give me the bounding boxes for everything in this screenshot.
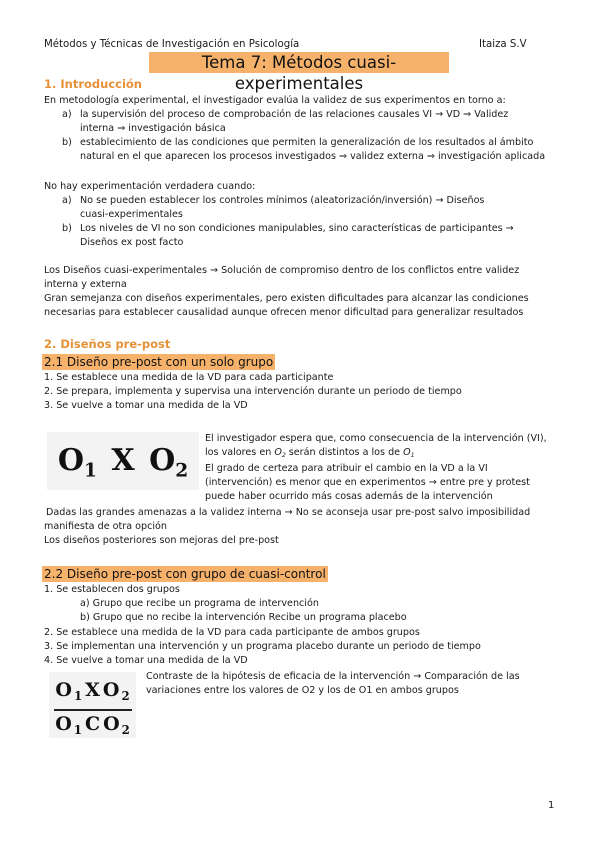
s1-p1-line2: interna y externa [44,279,127,290]
s1-item-b-line1: establecimiento de las condiciones que permiten la generalización de los resultados al ámbito [80,137,534,148]
s1-no-b-line1: Los niveles de VI no son condiciones manipulables, sino características de participantes → [80,223,514,234]
formula-o2: $O_2$ [149,443,189,482]
s1-item-a-marker: a) [62,109,72,120]
section-2-heading: 2. Diseños pre-post [44,337,171,351]
s21-after-line1: Dadas las grandes amenazas a la validez interna → No se aconseja usar pre-post salvo imposibilidad [46,507,531,518]
s21-after-line2: manifiesta de otra opción [44,521,167,532]
formula-o1: $O_1$ [57,443,97,482]
s22-desc-line1: Contraste de la hipótesis de eficacia de la intervención → Comparación de las [146,671,520,682]
formula-pre-post-quasi-control [49,672,136,738]
s22-step-2: 2. Se establece una medida de la VD para cada participante de ambos grupos [44,627,420,638]
s1-no-a-line2: cuasi-experimentales [80,209,183,220]
subsection-2-1-heading: 2.1 Diseño pre-post con un solo grupo [44,355,274,369]
s22-step-1b: b) Grupo que no recibe la intervención Recibe un programa placebo [80,612,407,623]
formula-row-control: O $_1$ C O $_2$ [55,713,130,738]
s21-desc-line1: El investigador espera que, como consecuencia de la intervención (VI), [205,433,547,444]
s1-item-b-marker: b) [62,137,72,148]
s1-intro: En metodología experimental, el investigador evalúa la validez de sus experimentos en torno a: [44,95,506,106]
s21-step-2: 2. Se prepara, implementa y supervisa una intervención durante un periodo de tiempo [44,386,462,397]
s22-step-1: 1. Se establecen dos grupos [44,584,180,595]
s1-p2-line1: Gran semejanza con diseños experimentales, pero existen dificultades para alcanzar las condiciones [44,293,529,304]
s22-step-4: 4. Se vuelve a tomar una medida de la VD [44,655,248,666]
section-1-heading: 1. Introducción [44,77,142,91]
page-title: Tema 7: Métodos cuasi-experimentales [149,52,449,73]
s21-step-1: 1. Se establece una medida de la VD para cada participante [44,372,334,383]
s21-desc-line4: (intervención) es menor que en experimentos → entre pre y protest [205,477,530,488]
s22-step-1a: a) Grupo que recibe un programa de intervención [80,598,319,609]
s21-desc-line3: El grado de certeza para atribuir el cambio en la VD a la VI [205,463,488,474]
subsection-2-2-heading: 2.2 Diseño pre-post con grupo de cuasi-control [44,567,326,581]
s1-no-b-marker: b) [62,223,72,234]
header-course: Métodos y Técnicas de Investigación en Psicología [44,39,300,50]
s22-step-3: 3. Se implementan una intervención y un programa placebo durante un periodo de tiempo [44,641,481,652]
s1-p2-line2: necesarias para establecer causalidad aunque ofrecen menor dificultad para generalizar resultados [44,307,524,318]
s1-no-a-marker: a) [62,195,72,206]
header-author: Itaiza S.V [479,39,527,50]
s21-desc-line5: puede haber ocurrido más cosas además de la intervención [205,491,493,502]
s21-step-3: 3. Se vuelve a tomar una medida de la VD [44,400,248,411]
s1-no-a-line1: No se pueden establecer los controles mínimos (aleatorización/inversión) → Diseños [80,195,485,206]
s1-no-exp: No hay experimentación verdadera cuando: [44,181,256,192]
formula-x: X [111,443,135,478]
s22-desc-line2: variaciones entre los valores de O2 y los de O1 en ambos grupos [146,685,459,696]
s1-item-b-line2: natural en el que aparecen los procesos investigados ⇒ validez externa ⇒ investigación aplicada [80,151,546,162]
s1-item-a-line1: la supervisión del proceso de comprobación de las relaciones causales VI → VD ⇒ Validez [80,109,509,120]
s1-item-a-line2: interna ⇒ investigación básica [80,123,226,134]
s1-no-b-line2: Diseños ex post facto [80,237,184,248]
page-number: 1 [548,800,555,811]
s1-p1-line1: Los Diseños cuasi-experimentales → Solución de compromiso dentro de los conflictos entre validez [44,265,520,276]
formula-pre-post-single [47,432,199,490]
s21-desc-line2: los valores en $O_2$ serán distintos a los de $O_1$ [205,447,415,460]
s21-after-line3: Los diseños posteriores son mejoras del pre-post [44,535,279,546]
formula-divider [54,709,132,711]
formula-row-treatment: O $_1$ X O $_2$ [55,679,130,704]
